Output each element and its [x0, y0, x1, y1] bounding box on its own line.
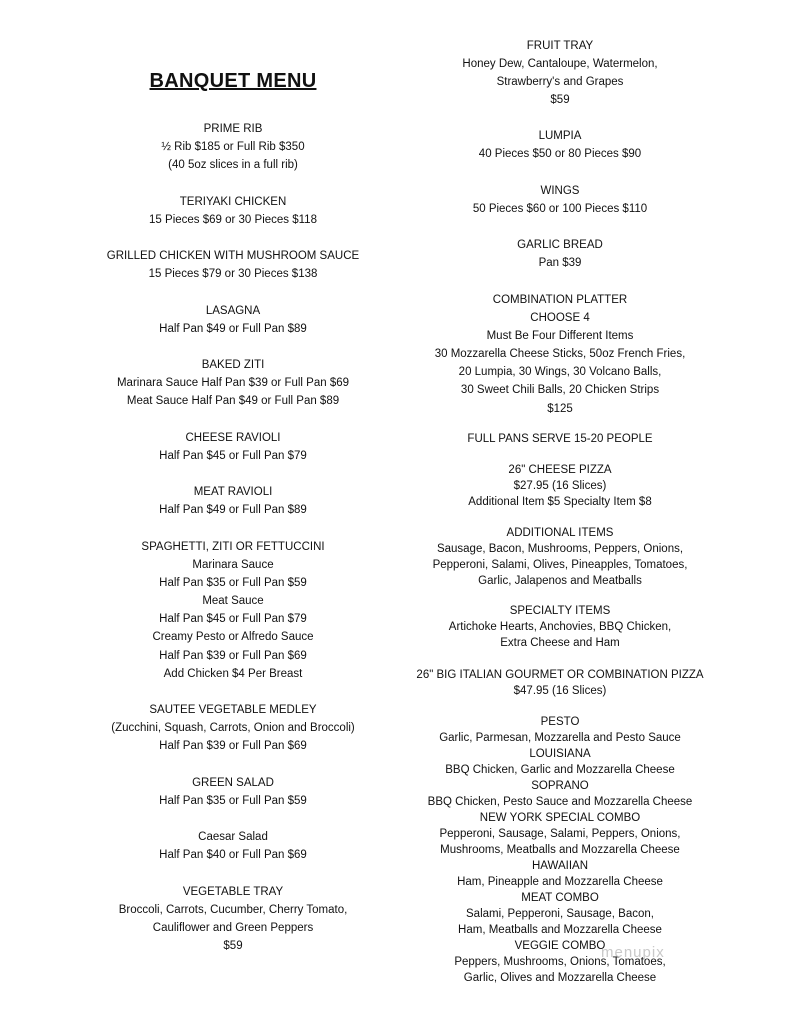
menu-item-detail: 20 Lumpia, 30 Wings, 30 Volcano Balls, — [458, 366, 662, 379]
menu-item-heading: COMBINATION PLATTER — [492, 294, 628, 306]
watermark: menupix — [601, 944, 665, 961]
menu-item-detail: Broccoli, Carrots, Cucumber, Cherry Tomato, — [118, 904, 348, 917]
left-menu-item — [100, 828, 366, 864]
menu-item-detail: HAWAIIAN — [531, 860, 588, 872]
menu-item-heading: FRUIT TRAY — [526, 40, 594, 52]
menu-item-detail: VEGGIE COMBO — [514, 940, 606, 952]
menu-item-detail: Half Pan $39 or Full Pan $69 — [159, 740, 307, 753]
menu-item-detail: BBQ Chicken, Pesto Sauce and Mozzarella Cheese — [427, 796, 693, 808]
menu-item-heading: 26" BIG ITALIAN GOURMET OR COMBINATION PIZZA — [416, 669, 704, 681]
menu-item-detail: 15 Pieces $69 or 30 Pieces $118 — [149, 214, 317, 227]
menu-item-detail: Meat Sauce — [202, 595, 264, 608]
menu-item-detail: Half Pan $45 or Full Pan $79 — [159, 613, 307, 626]
menu-item-heading: GREEN SALAD — [192, 777, 274, 789]
menu-item-detail: Half Pan $49 or Full Pan $89 — [159, 504, 307, 517]
menu-item-heading: PRIME RIB — [203, 123, 263, 135]
menu-item-detail: Salami, Pepperoni, Sausage, Bacon, — [466, 908, 654, 920]
menu-item-detail: 40 Pieces $50 or 80 Pieces $90 — [478, 148, 642, 161]
menu-item-detail: Pan $39 — [538, 257, 582, 270]
menu-item-detail: MEAT COMBO — [521, 892, 599, 904]
menu-item-detail: Half Pan $35 or Full Pan $59 — [159, 795, 307, 808]
left-menu-item — [100, 883, 366, 955]
left-menu-item — [100, 429, 366, 465]
menu-item-detail: Ham, Pineapple and Mozzarella Cheese — [457, 876, 663, 888]
menu-item-detail: Garlic, Jalapenos and Meatballs — [478, 575, 642, 587]
menu-item-heading: LASAGNA — [205, 305, 261, 317]
menu-item-heading: GARLIC BREAD — [517, 239, 603, 251]
menu-item-detail: Garlic, Parmesan, Mozzarella and Pesto Sauce — [439, 732, 681, 744]
right-menu-item — [405, 291, 715, 418]
menu-item-detail: 50 Pieces $60 or 100 Pieces $110 — [472, 203, 648, 216]
menu-item-heading: CHEESE RAVIOLI — [185, 432, 281, 444]
menu-item-heading: TERIYAKI CHICKEN — [179, 196, 287, 208]
menu-item-detail: Honey Dew, Cantaloupe, Watermelon, — [462, 58, 658, 71]
menu-item-heading: ADDITIONAL ITEMS — [506, 527, 614, 539]
menu-item-heading: FULL PANS SERVE 15-20 PEOPLE — [467, 433, 653, 445]
left-menu-item — [100, 302, 366, 338]
left-menu-item — [100, 483, 366, 519]
menu-item-detail: Strawberry's and Grapes — [496, 76, 624, 89]
right-menu-item — [405, 236, 715, 272]
menu-item-heading: LUMPIA — [538, 130, 582, 142]
menu-item-detail: Mushrooms, Meatballs and Mozzarella Cheese — [440, 844, 680, 856]
right-menu-item — [405, 667, 715, 699]
right-menu-item — [405, 603, 715, 651]
menu-item-detail: SOPRANO — [531, 780, 589, 792]
menu-item-detail: Garlic, Olives and Mozzarella Cheese — [463, 972, 657, 984]
menu-item-detail: CHOOSE 4 — [530, 312, 590, 325]
left-menu-item — [100, 120, 366, 174]
menu-item-detail: $47.95 (16 Slices) — [513, 685, 607, 697]
menu-item-detail: Creamy Pesto or Alfredo Sauce — [152, 631, 314, 644]
menu-item-heading: SPECIALTY ITEMS — [509, 605, 611, 617]
left-menu-item — [100, 356, 366, 410]
menu-item-detail: Meat Sauce Half Pan $49 or Full Pan $89 — [126, 395, 340, 408]
menu-item-detail: 15 Pieces $79 or 30 Pieces $138 — [148, 268, 318, 281]
menu-item-detail: Must Be Four Different Items — [486, 330, 634, 343]
menu-item-detail: Sausage, Bacon, Mushrooms, Peppers, Onions, — [436, 543, 684, 555]
menu-item-heading: SPAGHETTI, ZITI OR FETTUCCINI — [141, 541, 325, 553]
menu-item-heading: VEGETABLE TRAY — [182, 886, 284, 898]
menu-item-heading: PESTO — [540, 716, 580, 728]
menu-item-detail: Additional Item $5 Specialty Item $8 — [468, 496, 652, 508]
menu-item-heading: Caesar Salad — [198, 831, 268, 843]
menu-item-detail: Cauliflower and Green Peppers — [152, 922, 314, 935]
right-menu-item — [405, 525, 715, 589]
right-menu-item — [405, 714, 715, 986]
menu-item-detail: ½ Rib $185 or Full Rib $350 — [161, 141, 305, 154]
left-menu-item — [100, 193, 366, 229]
left-menu-item — [100, 538, 366, 683]
menu-item-detail: Peppers, Mushrooms, Onions, Tomatoes, — [454, 956, 666, 968]
menu-item-detail: (Zucchini, Squash, Carrots, Onion and Broccoli) — [111, 722, 355, 735]
menu-item-heading: SAUTEE VEGETABLE MEDLEY — [149, 704, 317, 716]
menu-item-detail: Add Chicken $4 Per Breast — [163, 667, 303, 680]
menu-item-detail: $125 — [547, 402, 573, 415]
menu-item-detail: Marinara Sauce Half Pan $39 or Full Pan $69 — [116, 377, 350, 390]
menu-item-detail: Half Pan $39 or Full Pan $69 — [159, 649, 307, 662]
menu-item-detail: (40 5oz slices in a full rib) — [168, 159, 298, 172]
left-menu-item — [100, 774, 366, 810]
menu-item-heading: 26" CHEESE PIZZA — [508, 464, 612, 476]
menu-item-heading: BAKED ZITI — [201, 359, 265, 371]
menu-item-detail: Half Pan $45 or Full Pan $79 — [159, 450, 307, 463]
menu-title: BANQUET MENU — [149, 70, 317, 92]
menu-item-detail: BBQ Chicken, Garlic and Mozzarella Cheese — [445, 764, 675, 776]
menu-item-detail: Artichoke Hearts, Anchovies, BBQ Chicken, — [448, 621, 672, 633]
menu-item-detail: Pepperoni, Salami, Olives, Pineapples, Tomatoes, — [432, 559, 688, 571]
menu-item-detail: LOUISIANA — [529, 748, 591, 760]
menu-item-detail: Pepperoni, Sausage, Salami, Peppers, Onions, — [439, 828, 681, 840]
menu-item-detail: Half Pan $49 or Full Pan $89 — [159, 323, 307, 336]
menu-item-heading: MEAT RAVIOLI — [193, 486, 273, 498]
right-menu-item — [405, 37, 715, 109]
right-menu-item — [405, 182, 715, 218]
right-menu-item — [405, 127, 715, 163]
menu-item-detail: NEW YORK SPECIAL COMBO — [479, 812, 641, 824]
right-menu-item — [405, 431, 715, 447]
menu-item-detail: Extra Cheese and Ham — [500, 637, 620, 649]
menu-item-detail: Ham, Meatballs and Mozzarella Cheese — [458, 924, 662, 936]
menu-item-heading: WINGS — [540, 185, 580, 197]
left-menu-item — [100, 701, 366, 755]
menu-item-detail: 30 Sweet Chili Balls, 20 Chicken Strips — [460, 384, 660, 397]
menu-item-detail: Half Pan $35 or Full Pan $59 — [159, 577, 307, 590]
left-menu-item — [100, 247, 366, 283]
menu-item-detail: Marinara Sauce — [192, 559, 274, 572]
right-menu-item — [405, 462, 715, 510]
menu-item-detail: $27.95 (16 Slices) — [513, 480, 607, 492]
menu-item-detail: $59 — [550, 94, 570, 107]
menu-item-detail: $59 — [223, 940, 243, 953]
menu-item-detail: 30 Mozzarella Cheese Sticks, 50oz French Fries, — [434, 348, 686, 361]
menu-item-detail: Half Pan $40 or Full Pan $69 — [159, 849, 307, 862]
menu-item-heading: GRILLED CHICKEN WITH MUSHROOM SAUCE — [106, 250, 360, 262]
